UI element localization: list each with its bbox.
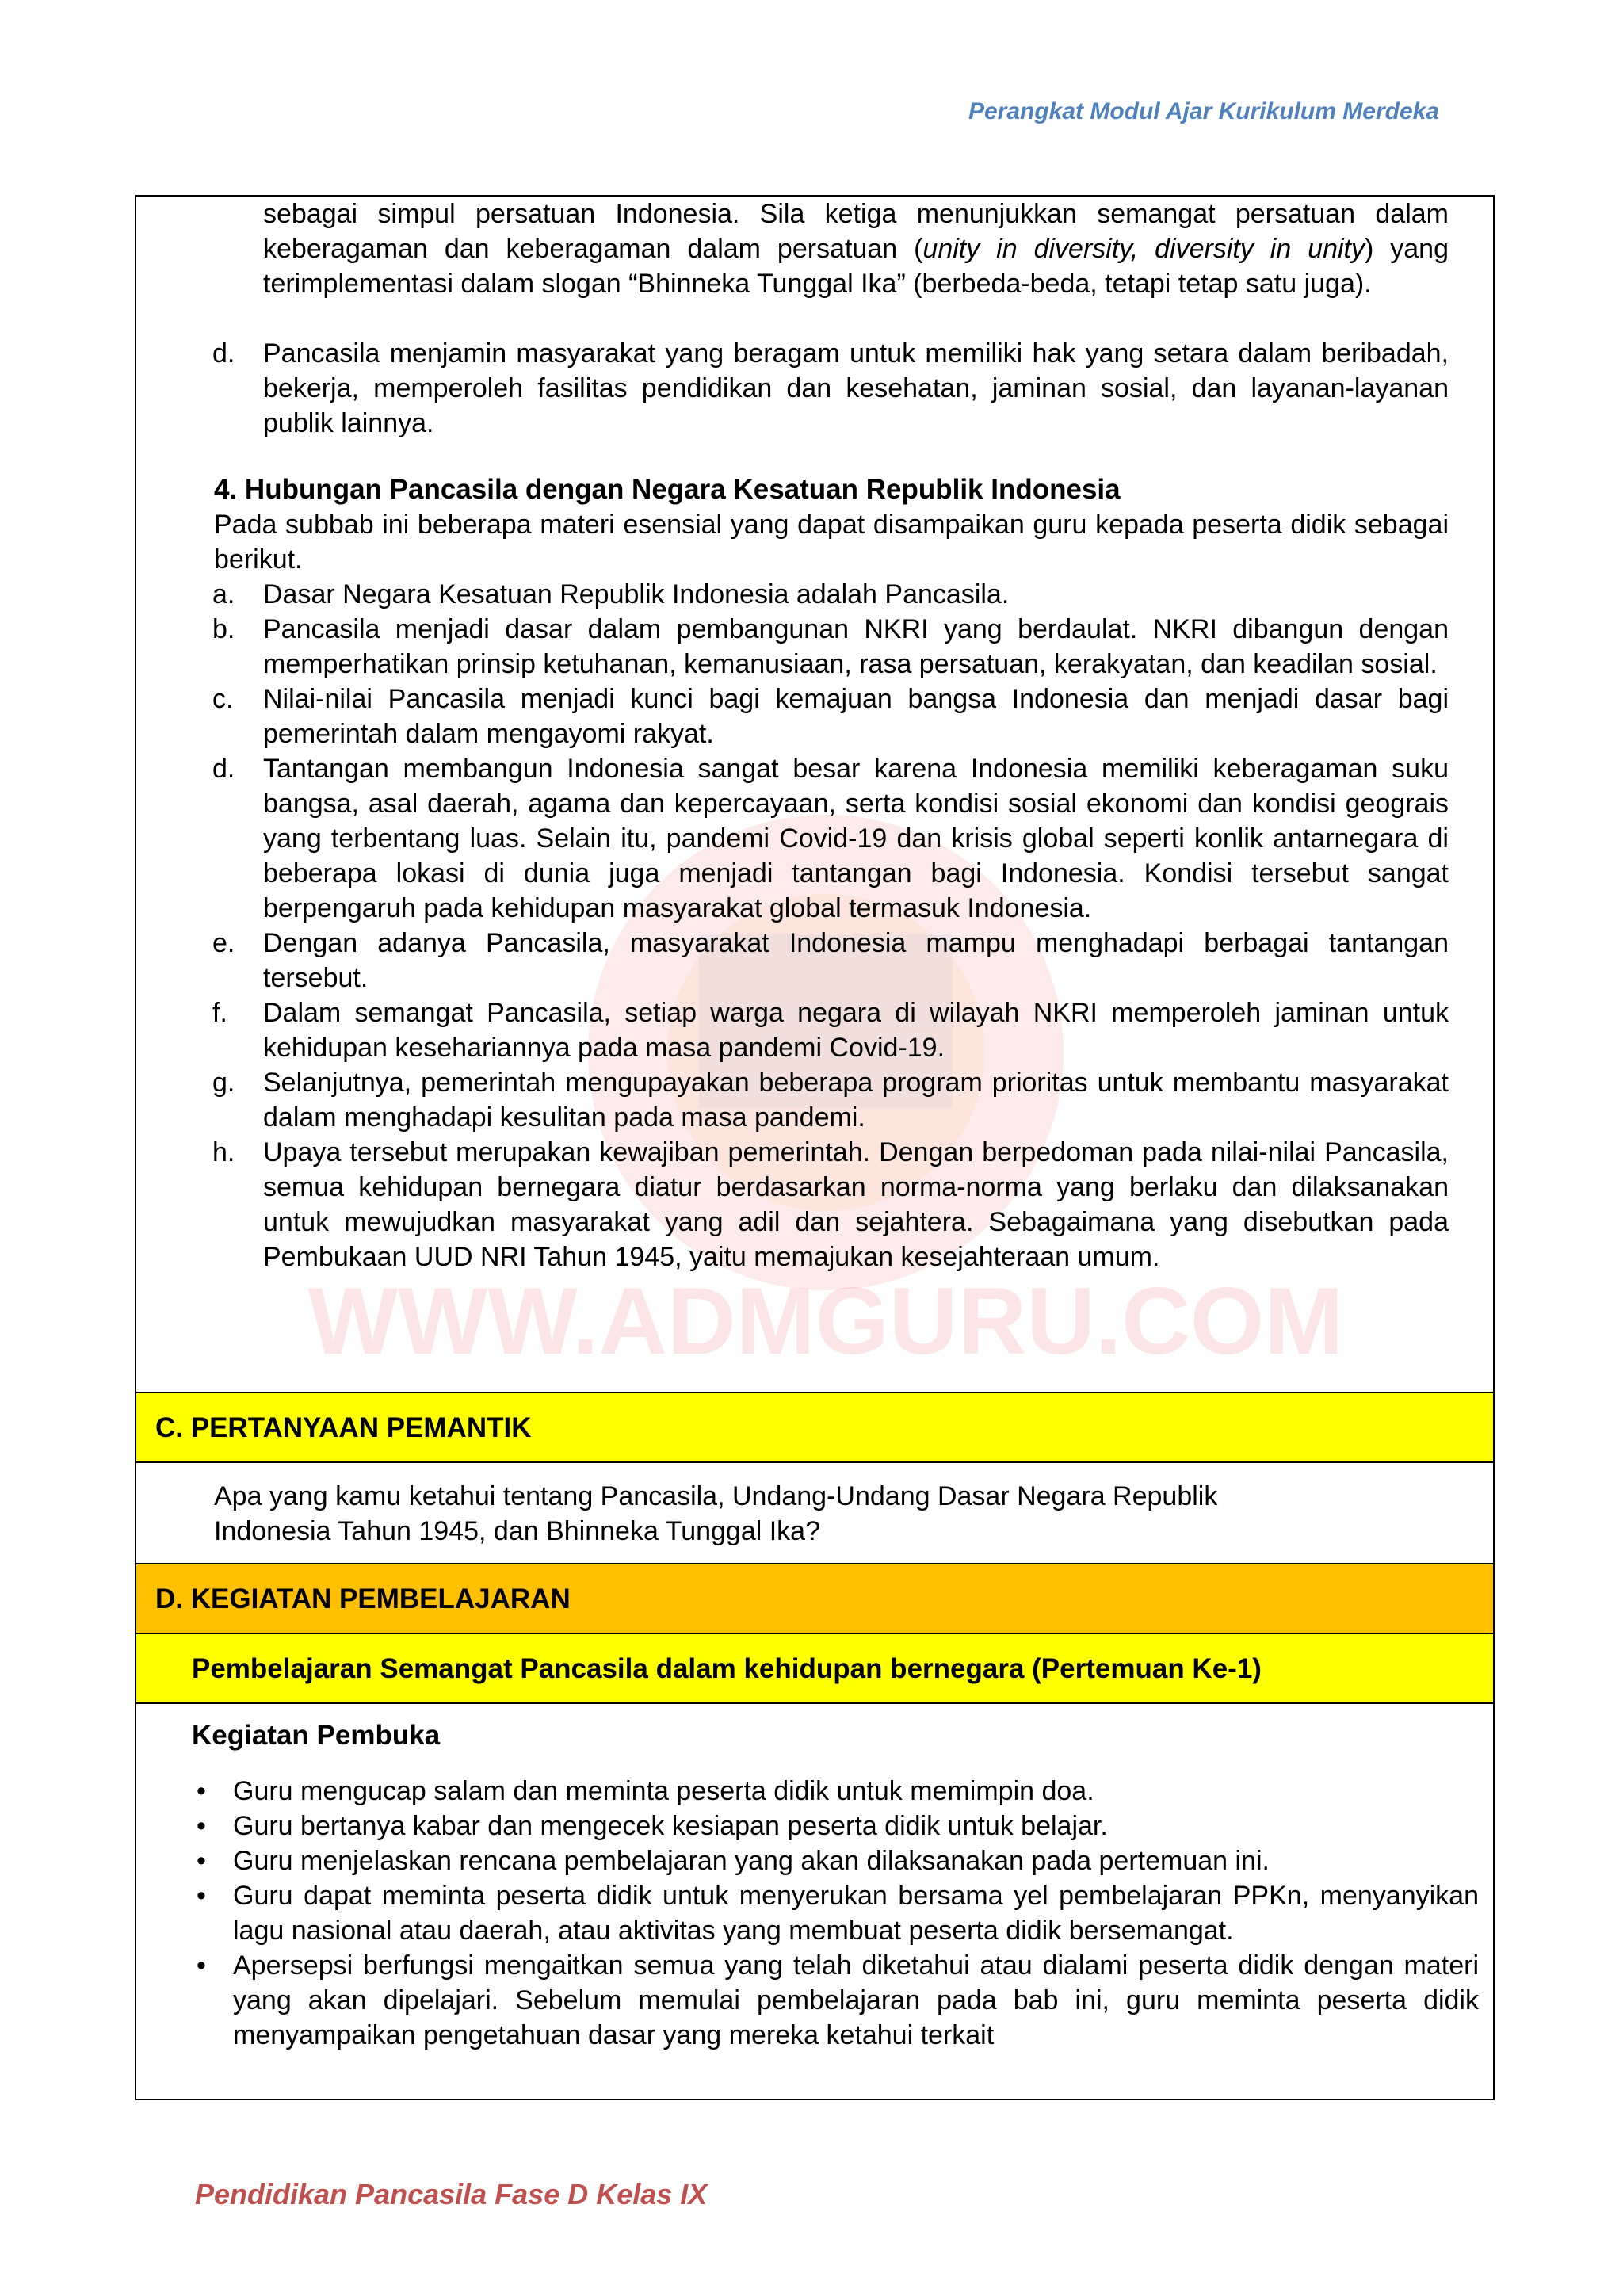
list-text: Guru menjelaskan rencana pembelajaran yang akan dilaksanakan pada pertemuan ini. xyxy=(233,1846,1270,1876)
list-text: Selanjutnya, pemerintah mengupayakan beberapa program prioritas untuk membantu masyarakat dalam menghadapi kesulitan pada masa pandemi. xyxy=(263,1068,1449,1133)
list-item xyxy=(192,1878,1479,1948)
list-text: Dasar Negara Kesatuan Republik Indonesia adalah Pancasila. xyxy=(263,579,1010,609)
section-4-title: 4. Hubungan Pancasila dengan Negara Kesatuan Republik Indonesia xyxy=(214,474,1121,505)
list-text: Guru bertanya kabar dan mengecek kesiapan peserta didik untuk belajar. xyxy=(233,1811,1108,1841)
list-marker: d. xyxy=(212,338,235,369)
list-text: Pancasila menjadi dasar dalam pembangunan NKRI yang berdaulat. NKRI dibangun dengan memperhatikan prinsip ketuhanan, kemanusiaan, rasa persatuan, kerakyatan, dan keadilan sosial. xyxy=(263,614,1449,679)
bullet-icon: • xyxy=(197,1811,206,1841)
list-text: Pancasila menjamin masyarakat yang beragam untuk memiliki hak yang setara dalam beribadah, bekerja, memperoleh fasilitas pendidikan dan kesehatan, jaminan sosial, dan layanan-layanan publik lainnya. xyxy=(263,338,1449,438)
section-d-body xyxy=(136,1702,1493,2099)
section-c-question: Apa yang kamu ketahui tentang Pancasila, Undang-Undang Dasar Negara Republik Indonesia Tahun 1945, dan Bhinneka Tunggal Ika? xyxy=(214,1481,1218,1546)
bullet-icon: • xyxy=(197,1950,206,1981)
list-marker: d. xyxy=(212,754,235,784)
page-header: Perangkat Modul Ajar Kurikulum Merdeka xyxy=(968,98,1439,124)
section-c-header xyxy=(136,1392,1493,1463)
opening-activity-title: Kegiatan Pembuka xyxy=(192,1720,441,1751)
list-item-c xyxy=(212,682,1449,751)
section-d-subtitle: Pembelajaran Semangat Pancasila dalam kehidupan bernegara (Pertemuan Ke-1) xyxy=(192,1653,1262,1684)
watermark-text: WWW.ADMGURU.COM xyxy=(307,1268,1344,1374)
list-text: Apersepsi berfungsi mengaitkan semua yang telah diketahui atau dialami peserta didik dengan materi yang akan dipelajari. Sebelum memulai pembelajaran pada bab ini, guru meminta peserta didik menyampaikan pengetahuan dasar yang mereka ketahui terkait xyxy=(233,1950,1479,2050)
continuation-paragraph xyxy=(263,197,1449,301)
list-item-g xyxy=(212,1065,1449,1135)
list-item-d xyxy=(212,751,1449,926)
bullet-icon: • xyxy=(197,1776,206,1806)
bullet-icon: • xyxy=(197,1881,206,1911)
bullet-icon: • xyxy=(197,1846,206,1876)
list-text: Dalam semangat Pancasila, setiap warga negara di wilayah NKRI memperoleh jaminan untuk kehidupan kesehariannya pada masa pandemi Covid-19. xyxy=(263,998,1449,1063)
list-marker: b. xyxy=(212,614,235,644)
list-marker: e. xyxy=(212,928,235,958)
list-text: Guru mengucap salam dan meminta peserta didik untuk memimpin doa. xyxy=(233,1776,1094,1806)
list-item-f xyxy=(212,995,1449,1065)
list-item-a xyxy=(212,577,1449,612)
continuation-list xyxy=(212,336,1449,441)
continuation-text-a: sebagai simpul persatuan Indonesia. Sila ketiga menunjukkan semangat persatuan dalam keberagaman dan keberagaman dalam persatuan ( xyxy=(263,199,1449,264)
content-frame xyxy=(135,195,1495,2100)
list-marker: g. xyxy=(212,1068,235,1098)
list-item xyxy=(192,1809,1479,1843)
list-marker: c. xyxy=(212,684,234,714)
section-4 xyxy=(214,472,1449,1274)
list-item xyxy=(192,1948,1479,2053)
section-d-subheader xyxy=(136,1633,1493,1704)
list-marker: a. xyxy=(212,579,235,609)
list-item-b xyxy=(212,612,1449,682)
section-d-title: D. KEGIATAN PEMBELAJARAN xyxy=(155,1584,571,1614)
section-4-list xyxy=(212,577,1449,1274)
list-text: Guru dapat meminta peserta didik untuk menyerukan bersama yel pembelajaran PPKn, menyanyikan lagu nasional atau daerah, atau aktivitas yang membuat peserta didik bersemangat. xyxy=(233,1881,1479,1946)
list-marker: f. xyxy=(212,998,227,1028)
list-text: Dengan adanya Pancasila, masyarakat Indonesia mampu menghadapi berbagai tantangan tersebut. xyxy=(263,928,1449,993)
section-4-intro: Pada subbab ini beberapa materi esensial yang dapat disampaikan guru kepada peserta didik sebagai berikut. xyxy=(214,510,1449,575)
list-text: Tantangan membangun Indonesia sangat besar karena Indonesia memiliki keberagaman suku bangsa, asal daerah, agama dan kepercayaan, serta kondisi sosial ekonomi dan kondisi geograis yang terbentang luas. Selain itu, pandemi Covid-19 dan krisis global seperti konlik antarnegara di beberapa lokasi di dunia juga menjadi tantangan bagi Indonesia. Kondisi tersebut sangat berpengaruh pada kehidupan masyarakat global termasuk Indonesia. xyxy=(263,754,1449,923)
list-item xyxy=(212,336,1449,441)
section-c-title: C. PERTANYAAN PEMANTIK xyxy=(155,1412,532,1443)
list-marker: h. xyxy=(212,1137,235,1167)
list-item xyxy=(192,1843,1479,1878)
list-item-h xyxy=(212,1135,1449,1274)
continuation-italic: unity in diversity, diversity in unity xyxy=(922,234,1365,264)
list-text: Nilai-nilai Pancasila menjadi kunci bagi kemajuan bangsa Indonesia dan menjadi dasar bagi pemerintah dalam mengayomi rakyat. xyxy=(263,684,1449,749)
list-item-e xyxy=(212,926,1449,995)
continuation-text-b: ) yang terimplementasi dalam slogan “Bhinneka Tunggal Ika” (berbeda-beda, tetapi tetap satu juga). xyxy=(263,234,1449,299)
page-footer: Pendidikan Pancasila Fase D Kelas IX xyxy=(195,2178,708,2210)
list-item xyxy=(192,1774,1479,1809)
section-d-header xyxy=(136,1563,1493,1634)
section-c-body xyxy=(136,1461,1493,1564)
opening-activity-list xyxy=(192,1774,1479,2053)
list-text: Upaya tersebut merupakan kewajiban pemerintah. Dengan berpedoman pada nilai-nilai Pancasila, semua kehidupan bernegara diatur berdasarkan norma-norma yang berlaku dan dilaksanakan untuk mewujudkan masyarakat yang adil dan sejahtera. Sebagaimana yang disebutkan pada Pembukaan UUD NRI Tahun 1945, yaitu memajukan kesejahteraan umum. xyxy=(263,1137,1449,1272)
